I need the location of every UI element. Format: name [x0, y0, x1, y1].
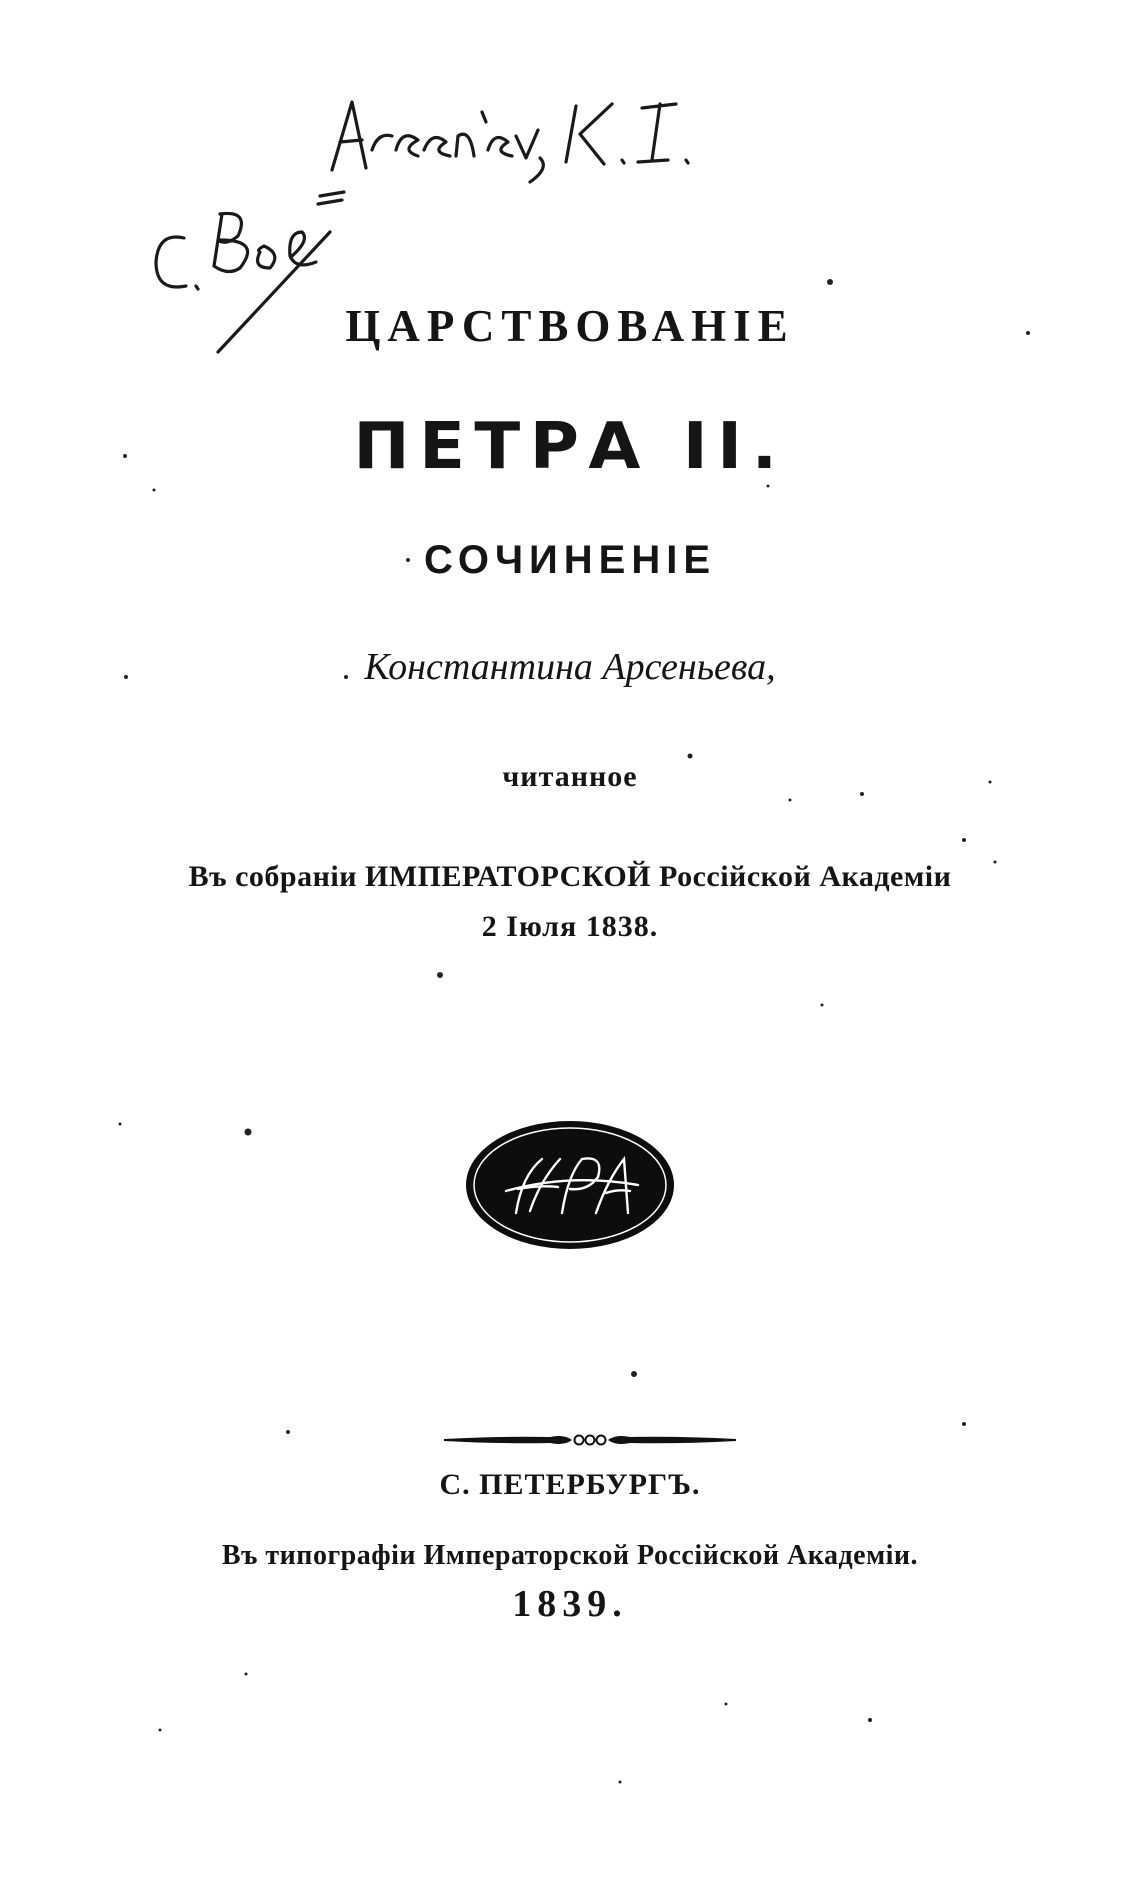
title-line-1: ЦАРСТВОВАНІЕ	[345, 301, 795, 351]
venue-date: 2 Іюля 1838.	[481, 910, 659, 943]
decorative-rule	[440, 1420, 740, 1460]
subtitle: СОЧИНЕНІЕ	[423, 538, 717, 582]
author: Константина Арсеньева,	[364, 646, 776, 688]
imprint-year: 1839.	[512, 1583, 628, 1625]
imprint-printer: Въ типографіи Императорской Россійской Академіи.	[221, 1540, 919, 1571]
title-line-2: ПЕТРА II.	[353, 410, 787, 484]
read-label: читанное	[502, 760, 638, 793]
venue-line: Въ собраніи ИМПЕРАТОРСКОЙ Россійской Академіи	[188, 860, 952, 893]
imprint-city: С. ПЕТЕРБУРГЪ.	[439, 1468, 701, 1501]
publisher-monogram-seal	[460, 1115, 680, 1255]
